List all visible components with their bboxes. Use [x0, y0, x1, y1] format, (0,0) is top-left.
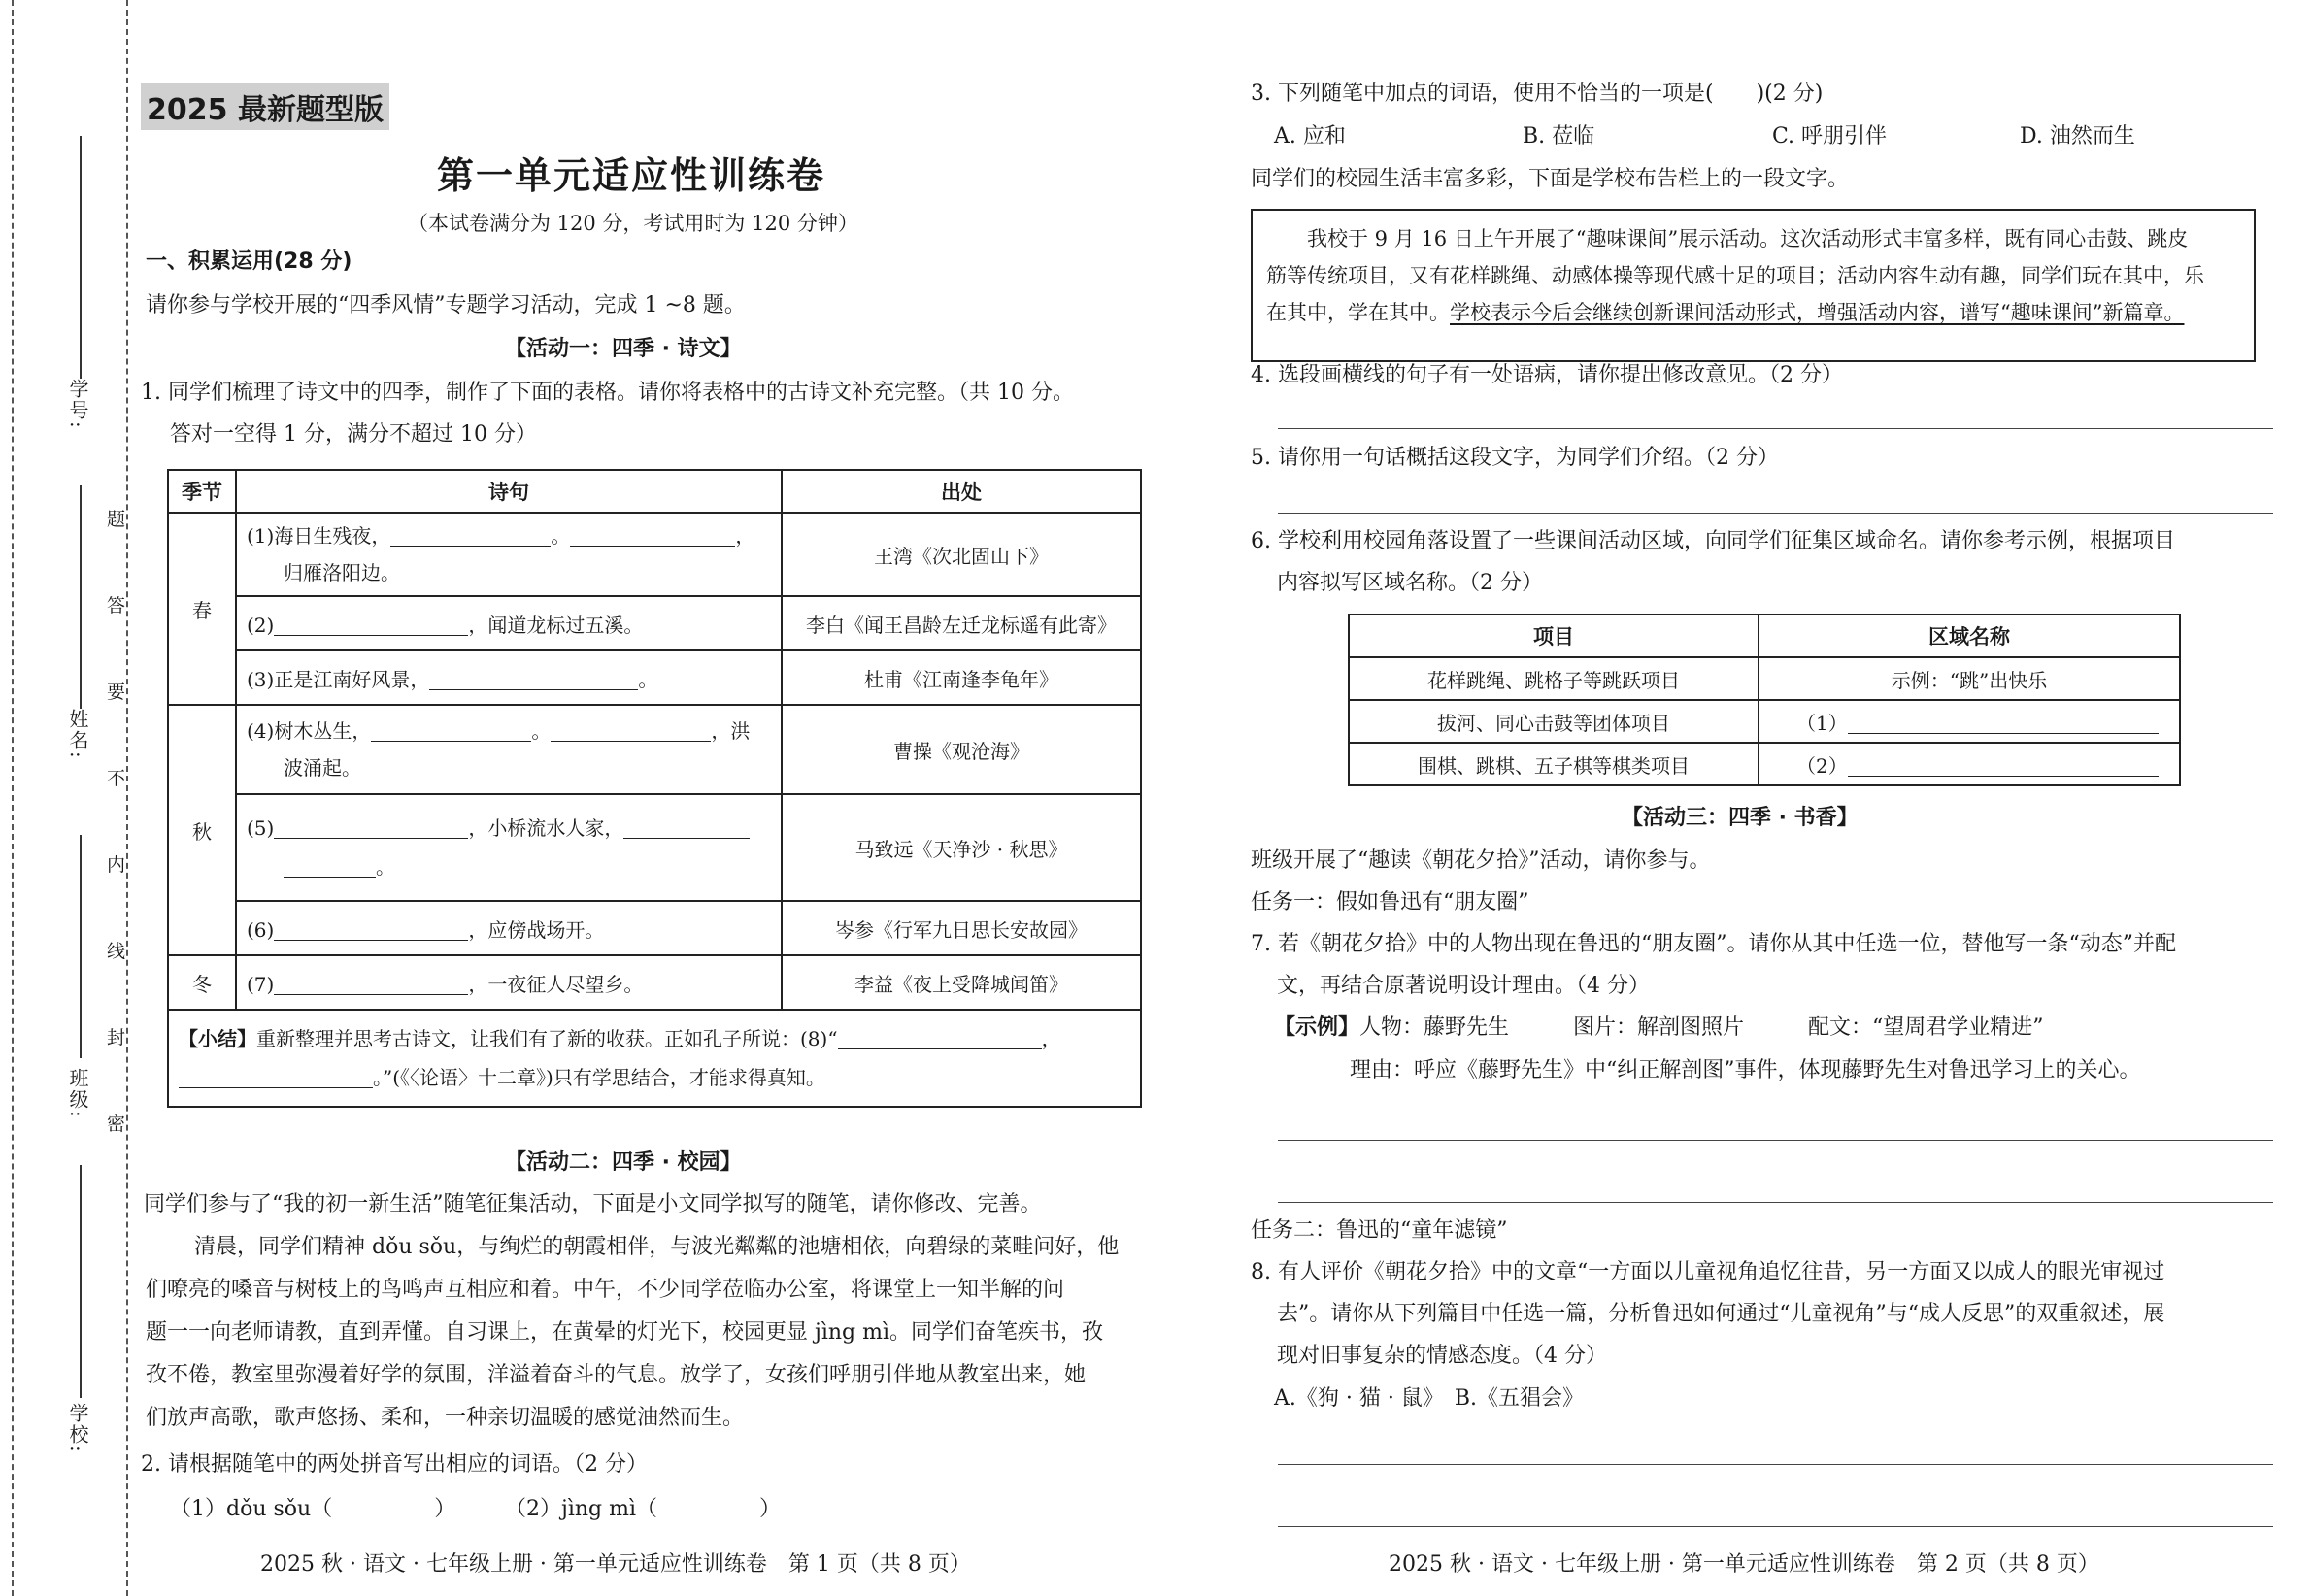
- summary-text: ，: [1041, 1027, 1061, 1050]
- table-row: [236, 901, 782, 955]
- source-cell: 王湾《次北固山下》: [782, 513, 1141, 596]
- poem-table: [167, 469, 1142, 1108]
- answer-blank[interactable]: [570, 524, 735, 547]
- section-intro: 请你参与学校开展的“四季风情”专题学习活动，完成 1 ~8 题。: [146, 293, 746, 317]
- answer-blank[interactable]: [274, 614, 468, 636]
- seal-char: 密: [107, 1114, 126, 1135]
- example-reason: 理由：呼应《藤野先生》中“纠正解剖图”事件，体现藤野先生对鲁迅学习上的关心。: [1350, 1058, 2141, 1082]
- q3-option-c: C. 呼朋引伴: [1772, 124, 1888, 149]
- question-8-text-2: 去”。请你从下列篇目中任选一篇，分析鲁迅如何通过“儿童视角”与“成人反思”的双重叙述，展: [1277, 1302, 2165, 1326]
- verse-text: ，闻道龙标过五溪。: [468, 613, 644, 637]
- answer-blank[interactable]: [838, 1027, 1042, 1049]
- answer-blank[interactable]: [1848, 712, 2159, 734]
- verse-text: (6): [247, 917, 275, 942]
- table-row: [236, 955, 782, 1010]
- source-cell: 曹操《观沧海》: [782, 705, 1141, 794]
- question-7-text: 7. 若《朝花夕拾》中的人物出现在鲁迅的“朋友圈”。请你从其中任选一位，替他写一条“动态”并配: [1251, 932, 2176, 956]
- notice-text: 在其中，学在其中。: [1266, 301, 1450, 324]
- table-row: [236, 794, 782, 901]
- header-season: 季节: [168, 470, 236, 513]
- answer-blank[interactable]: [623, 816, 750, 839]
- answer-line[interactable]: [1278, 428, 2273, 429]
- seal-char: 不: [107, 768, 126, 789]
- question-5-text: 5. 请你用一句话概括这段文字，为同学们介绍。（2 分）: [1251, 446, 1779, 470]
- answer-blank[interactable]: [179, 1066, 373, 1088]
- page-1-footer: 2025 秋 · 语文 · 七年级上册 · 第一单元适应性训练卷 第 1 页（共 8 页）: [260, 1552, 971, 1577]
- example-label: 【示例】: [1274, 1015, 1360, 1040]
- table-row: [236, 705, 782, 794]
- question-8-text-3: 现对旧事复杂的情感态度。（4 分）: [1277, 1344, 1607, 1368]
- header-project: 项目: [1349, 615, 1759, 657]
- verse-text: (1)海日生残夜，: [247, 524, 391, 548]
- edition-badge: 2025 最新题型版: [141, 83, 389, 130]
- task-1-heading: 任务一：假如鲁迅有“朋友圈”: [1251, 890, 1529, 914]
- activity-1-heading: 【活动一：四季 · 诗文】: [505, 337, 742, 361]
- answer-line[interactable]: [1278, 1526, 2273, 1527]
- answer-cell: [1759, 743, 2180, 785]
- name-label: 姓名:: [66, 709, 89, 760]
- seal-char: 题: [107, 509, 126, 530]
- answer-line[interactable]: [1278, 1140, 2273, 1141]
- answer-blank[interactable]: [429, 668, 638, 690]
- seal-char: 答: [107, 595, 126, 616]
- verse-text: 。: [531, 719, 552, 743]
- activity-3-intro: 班级开展了“趣读《朝花夕拾》”活动，请你参与。: [1251, 848, 1711, 873]
- q3-option-b: B. 莅临: [1523, 124, 1595, 149]
- verse-text: ，小桥流水人家，: [468, 816, 624, 840]
- essay-intro: 同学们参与了“我的初一新生活”随笔征集活动，下面是小文同学拟写的随笔，请你修改、完善。: [144, 1192, 1042, 1216]
- activity-3-heading: 【活动三：四季 · 书香】: [1622, 806, 1859, 830]
- page-2: [1165, 0, 2312, 1596]
- verse-text: ，: [735, 524, 755, 548]
- verse-text: ，应傍战场开。: [468, 917, 605, 942]
- verse-text: (7): [247, 972, 275, 996]
- table-row: [236, 650, 782, 705]
- header-area-name: 区域名称: [1759, 615, 2180, 657]
- question-8-text: 8. 有人评价《朝花夕拾》中的文章“一方面以儿童视角追忆往昔，另一方面又以成人的眼光审视过: [1251, 1260, 2165, 1284]
- answer-blank[interactable]: [274, 816, 468, 839]
- essay-line: 孜不倦，教室里弥漫着好学的氛围，洋溢着奋斗的气息。放学了，女孩们呼朋引伴地从教室出来，她: [146, 1363, 1087, 1387]
- essay-line: 们放声高歌，歌声悠扬、柔和，一种亲切温暖的感觉油然而生。: [146, 1406, 745, 1430]
- verse-text: (5): [247, 816, 275, 840]
- verse-text: (4)树木丛生，: [247, 719, 372, 743]
- verse-text: 。: [376, 855, 395, 879]
- item-number: （1）: [1796, 711, 1848, 735]
- paren: ）: [759, 1497, 782, 1521]
- season-autumn: 秋: [168, 705, 236, 955]
- source-cell: 岑参《行军九日思长安故园》: [782, 901, 1141, 955]
- essay-line: 清晨，同学们精神 dǒu sǒu，与绚烂的朝霞相伴，与波光粼粼的池塘相依，向碧绿的菜畦问好，他: [194, 1235, 1120, 1259]
- verse-text: 。: [638, 667, 658, 691]
- notice-line: 我校于 9 月 16 日上午开展了“趣味课间”展示活动。这次活动形式丰富多样，既有同心击鼓、跳皮: [1307, 227, 2189, 250]
- answer-blank[interactable]: [390, 524, 551, 547]
- essay-line: 们嘹亮的嗓音与树枝上的鸟鸣声互相应和着。中午，不少同学莅临办公室，将课堂上一知半解的问: [146, 1278, 1065, 1302]
- area-naming-table: [1348, 614, 2181, 786]
- question-1-note: 答对一空得 1 分，满分不超过 10 分）: [170, 422, 537, 447]
- verse-text: 波涌起。: [284, 756, 361, 780]
- answer-blank[interactable]: [274, 918, 468, 941]
- class-label: 班级:: [66, 1068, 89, 1119]
- item-number: （2）: [1796, 753, 1848, 778]
- notice-line: 筋等传统项目，又有花样跳绳、动感体操等现代感十足的项目；活动内容生动有趣，同学们玩在其中，乐: [1266, 264, 2204, 287]
- answer-line[interactable]: [1278, 1202, 2273, 1203]
- q3-option-a: A. 应和: [1274, 124, 1346, 149]
- school-label: 学校:: [66, 1403, 89, 1454]
- exam-title: 第一单元适应性训练卷: [437, 153, 826, 197]
- page-2-footer: 2025 秋 · 语文 · 七年级上册 · 第一单元适应性训练卷 第 2 页（共 8 页）: [1389, 1552, 2099, 1577]
- paren: ）: [434, 1497, 456, 1521]
- q3-option-d: D. 油然而生: [2020, 124, 2135, 149]
- season-winter: 冬: [168, 955, 236, 1010]
- pinyin-prompt: （1）dǒu sǒu（: [170, 1497, 333, 1521]
- source-cell: 李益《夜上受降城闻笛》: [782, 955, 1141, 1010]
- question-2-text: 2. 请根据随笔中的两处拼音写出相应的词语。（2 分）: [141, 1452, 648, 1477]
- example-cell: 示例：“跳”出快乐: [1759, 657, 2180, 700]
- table-row: [236, 596, 782, 650]
- answer-line[interactable]: [1278, 513, 2273, 514]
- project-cell: 花样跳绳、跳格子等跳跃项目: [1349, 657, 1759, 700]
- question-2-part-2: [505, 1495, 781, 1524]
- question-7-text-2: 文，再结合原著说明设计理由。（4 分）: [1277, 974, 1650, 998]
- header-source: 出处: [782, 470, 1141, 513]
- verse-text: 归雁洛阳边。: [284, 561, 400, 584]
- summary-text: 重新整理并思考古诗文，让我们有了新的收获。正如孔子所说：(8)“: [256, 1027, 838, 1050]
- answer-cell: [1759, 700, 2180, 743]
- question-6-text-2: 内容拟写区域名称。（2 分）: [1277, 571, 1543, 595]
- seal-char: 线: [107, 941, 126, 962]
- notice-intro: 同学们的校园生活丰富多彩，下面是学校布告栏上的一段文字。: [1251, 167, 1850, 191]
- notice-line: [1266, 294, 2240, 331]
- notice-board-text: [1251, 209, 2256, 362]
- season-spring: 春: [168, 513, 236, 705]
- answer-line[interactable]: [1278, 1464, 2273, 1465]
- activity-2-heading: 【活动二：四季 · 校园】: [505, 1150, 742, 1175]
- essay-line: 题一一向老师请教，直到弄懂。自习课上，在黄晕的灯光下，校园更显 jìng mì。同学们奋笔疾书，孜: [146, 1320, 1103, 1345]
- id-label: 学号:: [66, 379, 89, 430]
- section-heading: 一、积累运用(28 分): [146, 249, 352, 274]
- summary-text: 。”(《〈论语〉十二章》)只有学思结合，才能求得真知。: [373, 1066, 825, 1089]
- header-verse: 诗句: [236, 470, 782, 513]
- example-text: 人物：藤野先生 图片：解剖图照片 配文：“望周君学业精进”: [1359, 1015, 2044, 1040]
- question-6-text: 6. 学校利用校园角落设置了一些课间活动区域，向同学们征集区域命名。请你参考示例，根据项目: [1251, 529, 2175, 553]
- exam-subtitle: （本试卷满分为 120 分，考试用时为 120 分钟）: [408, 212, 858, 235]
- example-block: [1274, 1014, 2044, 1043]
- seal-char: 封: [107, 1027, 126, 1048]
- answer-blank[interactable]: [1848, 754, 2159, 777]
- source-cell: 马致远《天净沙 · 秋思》: [782, 794, 1141, 901]
- seal-char: 内: [107, 854, 126, 876]
- verse-text: (3)正是江南好风景，: [247, 667, 430, 691]
- verse-text: ，洪: [711, 719, 751, 743]
- summary-cell: [168, 1010, 1141, 1107]
- answer-blank[interactable]: [371, 719, 531, 742]
- summary-label: 【小结】: [179, 1027, 256, 1050]
- table-row: [236, 513, 782, 596]
- source-cell: 杜甫《江南逢李龟年》: [782, 650, 1141, 705]
- verse-text: ，一夜征人尽望乡。: [468, 972, 644, 996]
- task-2-heading: 任务二：鲁迅的“童年滤镜”: [1251, 1218, 1508, 1243]
- answer-blank[interactable]: [284, 855, 376, 878]
- source-cell: 李白《闻王昌龄左迁龙标遥有此寄》: [782, 596, 1141, 650]
- verse-text: 。: [551, 524, 571, 548]
- answer-blank[interactable]: [274, 973, 468, 995]
- answer-blank[interactable]: [551, 719, 711, 742]
- underlined-sentence: 学校表示今后会继续创新课间活动形式，增强活动内容，谱写“趣味课间”新篇章。: [1450, 301, 2185, 324]
- question-3-text: 3. 下列随笔中加点的词语，使用不恰当的一项是( )(2 分): [1251, 82, 1824, 106]
- project-cell: 拔河、同心击鼓等团体项目: [1349, 700, 1759, 743]
- question-1-text: 1. 同学们梳理了诗文中的四季，制作了下面的表格。请你将表格中的古诗文补充完整。（共 10 分。: [141, 381, 1074, 405]
- question-4-text: 4. 选段画横线的句子有一处语病，请你提出修改意见。（2 分）: [1251, 363, 1843, 387]
- pinyin-prompt: （2）jìng mì（: [505, 1497, 657, 1521]
- question-2-part-1: [170, 1495, 455, 1524]
- seal-char: 要: [107, 682, 126, 703]
- verse-text: (2): [247, 613, 275, 637]
- project-cell: 围棋、跳棋、五子棋等棋类项目: [1349, 743, 1759, 785]
- question-8-options: A.《狗 · 猫 · 鼠》 B.《五猖会》: [1274, 1386, 1585, 1411]
